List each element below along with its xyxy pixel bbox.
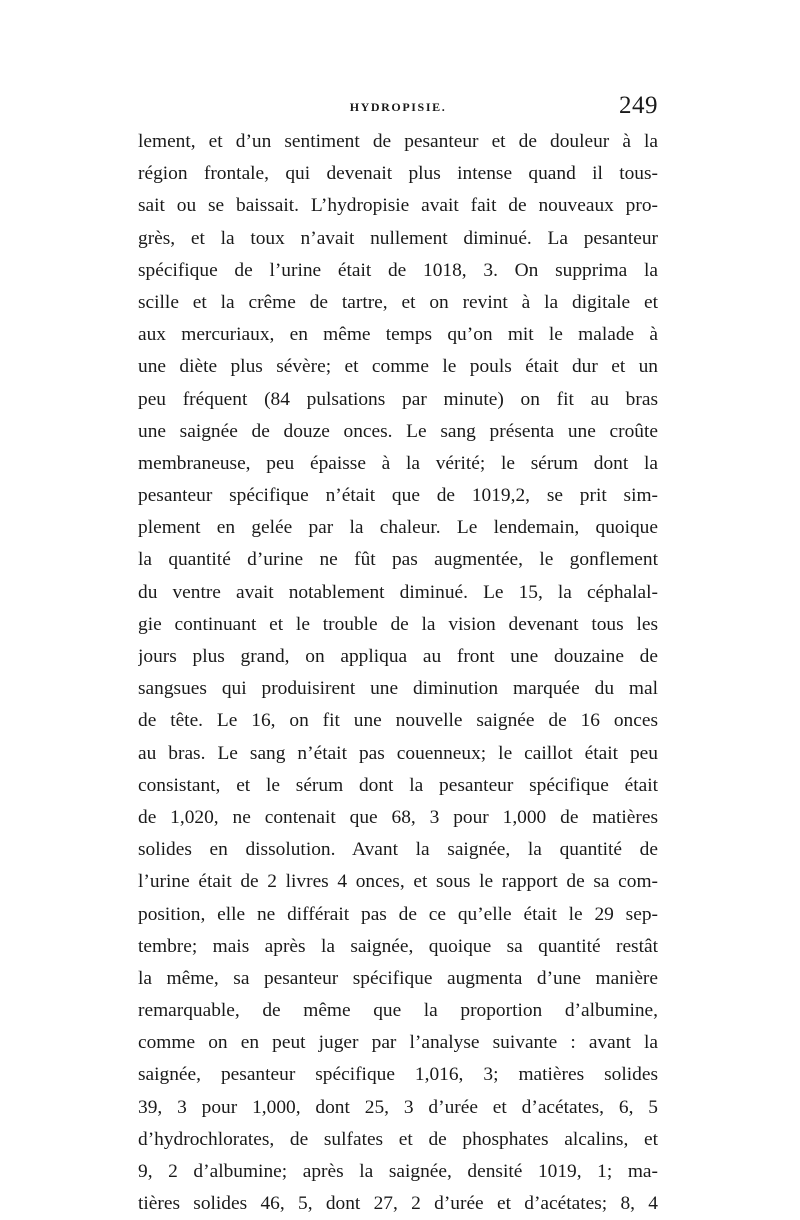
text-line: sangsues qui produisirent une diminution marquée du mal	[138, 678, 658, 700]
text-line: une saignée de douze onces. Le sang présenta une croûte	[138, 420, 658, 442]
text-line: une diète plus sévère; et comme le pouls était dur et un	[138, 356, 658, 378]
text-line: membraneuse, peu épaisse à la vérité; le sérum dont la	[138, 452, 658, 474]
text-line: position, elle ne différait pas de ce qu’elle était le 29 sep-	[138, 903, 658, 925]
text-line: gie continuant et le trouble de la vision devenant tous les	[138, 613, 658, 635]
text-line: peu fréquent (84 pulsations par minute) on fit au bras	[138, 388, 658, 410]
running-head	[138, 92, 658, 122]
body-text	[138, 126, 658, 1220]
text-line: l’urine était de 2 livres 4 onces, et sous le rapport de sa com-	[138, 871, 658, 893]
text-line: solides en dissolution. Avant la saignée, la quantité de	[138, 839, 658, 861]
text-line: remarquable, de même que la proportion d’albumine,	[138, 1000, 658, 1022]
text-line: 39, 3 pour 1,000, dont 25, 3 d’urée et d’acétates, 6, 5	[138, 1096, 658, 1118]
text-line: lement, et d’un sentiment de pesanteur et de douleur à la	[138, 131, 658, 152]
text-line: de 1,020, ne contenait que 68, 3 pour 1,000 de matières	[138, 806, 658, 828]
text-line: du ventre avait notablement diminué. Le 15, la céphalal-	[138, 581, 658, 603]
text-line: grès, et la toux n’avait nullement diminué. La pesanteur	[138, 227, 658, 249]
text-line: au bras. Le sang n’était pas couenneux; le caillot était peu	[138, 742, 658, 764]
text-line: comme on en peut juger par l’analyse suivante : avant la	[138, 1032, 658, 1054]
text-line: spécifique de l’urine était de 1018, 3. On supprima la	[138, 259, 658, 281]
text-line: aux mercuriaux, en même temps qu’on mit le malade à	[138, 324, 658, 346]
text-line: d’hydrochlorates, de sulfates et de phosphates alcalins, et	[138, 1128, 658, 1150]
text-line: jours plus grand, on appliqua au front une douzaine de	[138, 646, 658, 667]
text-line: pesanteur spécifique n’était que de 1019,2, se prit sim-	[138, 485, 658, 507]
page-number: 249	[619, 92, 658, 119]
text-line: la quantité d’urine ne fût pas augmentée, le gonflement	[138, 549, 658, 571]
text-line: consistant, et le sérum dont la pesanteur spécifique était	[138, 774, 658, 796]
text-line: sait ou se baissait. L’hydropisie avait fait de nouveaux pro-	[138, 195, 658, 217]
text-line: tembre; mais après la saignée, quoique sa quantité restât	[138, 935, 658, 957]
running-title: HYDROPISIE.	[349, 100, 447, 114]
text-line: la même, sa pesanteur spécifique augmenta d’une manière	[138, 967, 658, 989]
text-line: région frontale, qui devenait plus intense quand il tous-	[138, 163, 658, 185]
text-line: scille et la crême de tartre, et on revint à la digitale et	[138, 291, 658, 313]
text-line: saignée, pesanteur spécifique 1,016, 3; matières solides	[138, 1064, 658, 1086]
text-line: plement en gelée par la chaleur. Le lendemain, quoique	[138, 517, 658, 539]
text-line: 9, 2 d’albumine; après la saignée, densité 1019, 1; ma-	[138, 1161, 658, 1182]
text-line: tières solides 46, 5, dont 27, 2 d’urée et d’acétates; 8, 4	[138, 1193, 658, 1215]
text-line: de tête. Le 16, on fit une nouvelle saignée de 16 onces	[138, 710, 658, 732]
